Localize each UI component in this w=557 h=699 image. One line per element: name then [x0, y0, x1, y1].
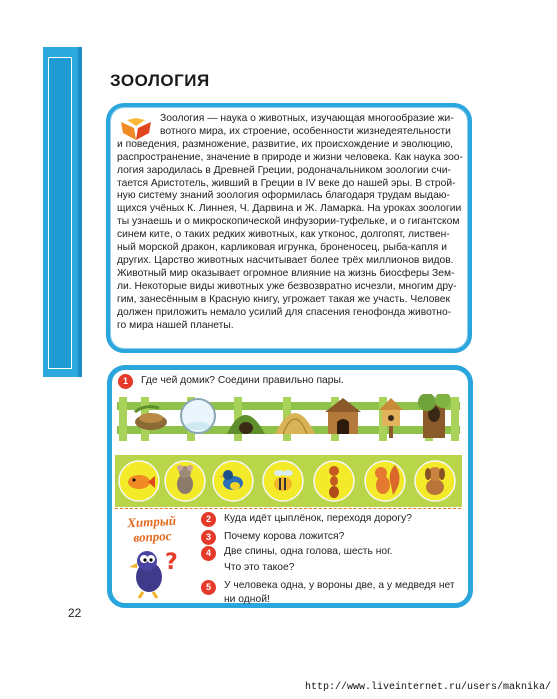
clever-question-line-1: Хитрый — [126, 512, 177, 531]
info-line: логия зародилась в Древней Греции, родоначальником зоологии счи- — [117, 164, 451, 176]
question-3-text: Почему корова ложится? — [224, 531, 345, 542]
info-line: вотного мира, их строение, особенности жизнедеятельности — [160, 125, 451, 137]
question-4-text: Две спины, одна голова, шесть ног. — [224, 546, 393, 557]
task-1-text: Где чей домик? Соедини правильно пары. — [141, 375, 344, 386]
page-title: ЗООЛОГИЯ — [110, 71, 210, 90]
question-5-text-cont: ни одной! — [224, 594, 270, 605]
svg-text:?: ? — [165, 550, 178, 575]
info-line: гим, занесённым в Красную книгу, угрожает такая же участь. Человек — [117, 293, 451, 305]
info-line: и поведения, размножение, развитие, их происхождение и эволюцию, — [117, 138, 454, 150]
bee-icon — [274, 470, 293, 491]
tree-hollow-icon — [418, 394, 451, 438]
haystack-icon — [275, 413, 315, 434]
kennel-icon — [325, 398, 361, 434]
animals-band — [115, 452, 462, 507]
side-tab-frame — [48, 57, 72, 369]
info-line: ный морской дракон, карликовая игрунка, броненосец, рыба-капля и — [117, 242, 447, 254]
info-line: ную систему знаний зоология оформилась благодаря трудам выдаю- — [117, 190, 450, 202]
info-line: синем ките, о таких редких животных, как утконос, долгопят, листвен- — [117, 229, 450, 241]
mouse-icon — [177, 465, 193, 494]
birdhouse-icon — [379, 398, 403, 438]
task-number-1: 1 — [118, 374, 133, 389]
info-line: других. Царство животных насчитывает более трёх миллионов видов. — [117, 254, 454, 266]
crow-icon — [127, 545, 183, 601]
info-line: Зоология — наука о животных, изучающая многообразие жи- — [160, 113, 454, 124]
dashed-divider — [115, 508, 461, 509]
clever-question-line-2: вопрос — [132, 528, 172, 545]
question-2-text: Куда идёт цыплёнок, переходя дорогу? — [224, 513, 413, 524]
page-number: 22 — [68, 606, 82, 620]
info-line: тается Аристотель, живший в Греции в IV веке до нашей эры. В строй- — [117, 177, 456, 189]
info-line: ты узнаешь и о микроскопической инфузории-туфельке, и о гигантском — [117, 216, 460, 228]
ant-icon — [329, 466, 339, 498]
task-number-5: 5 — [201, 580, 216, 595]
bird-nest-icon — [135, 407, 167, 430]
footer-url: http://www.liveinternet.ru/users/maknika/ — [305, 682, 552, 693]
burrow-mound-icon — [227, 415, 265, 434]
question-4-text-cont: Что это такое? — [224, 562, 295, 573]
info-line: ли. Некоторые виды животных уже безвозвратно исчезли, многим дру- — [117, 280, 457, 292]
info-line: го мира нашей планеты. — [117, 319, 234, 331]
info-line: Животный мир оказывает огромное влияние на жизнь биосферы Зем- — [117, 267, 455, 279]
question-5-text: У человека одна, у вороны две, а у медведя нет — [224, 580, 455, 591]
info-line: щихся учёных К. Линнея, Ч. Дарвина и Ж. Ламарка. На уроках зоологии — [117, 203, 462, 215]
homes-row — [125, 394, 460, 440]
task-number-3: 3 — [201, 530, 216, 545]
task-number-4: 4 — [201, 546, 216, 561]
info-paragraph — [117, 113, 467, 332]
fishbowl-icon — [181, 399, 215, 433]
info-line: распространение, значение в природе и жизни человека. Как наука зоо- — [117, 151, 463, 163]
clever-question-heading — [111, 512, 192, 546]
task-number-2: 2 — [201, 512, 216, 527]
side-tab-label: В стране знаний — [30, 45, 42, 135]
info-line: должен приложить немало усилий для спасения генофонда животно- — [117, 306, 452, 318]
